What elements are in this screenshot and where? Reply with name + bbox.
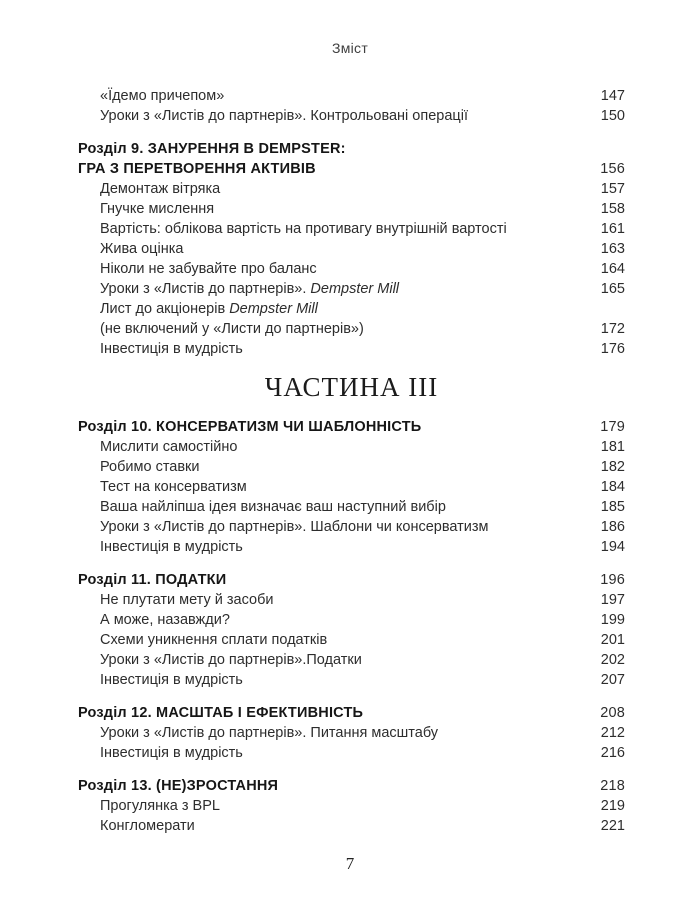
- toc-section: [78, 703, 625, 763]
- toc-entry-label: Інвестиція в мудрість: [100, 341, 243, 357]
- toc-entry-label: Мислити самостійно: [100, 439, 238, 455]
- toc-page-number: 212: [600, 725, 625, 741]
- toc-entry-label: Інвестиція в мудрість: [100, 745, 243, 761]
- toc-page-number: 172: [600, 321, 625, 337]
- toc-entry-label: Уроки з «Листів до партнерів». Питання масштабу: [100, 725, 439, 741]
- toc-page-number: 184: [600, 479, 625, 495]
- toc-entry-row: [78, 650, 625, 670]
- toc-entry-label: Вартість: облікова вартість на противагу внутрішній вартості: [100, 221, 507, 237]
- toc-entry-label: Робимо ставки: [100, 459, 200, 475]
- toc-entry-row: [78, 457, 625, 477]
- toc-page-number: 156: [600, 161, 625, 177]
- toc-entry-row: [78, 319, 625, 339]
- toc-chapter-row: [78, 159, 625, 179]
- toc-entry-row: [78, 199, 625, 219]
- toc-page-number: 194: [600, 539, 625, 555]
- toc-entry-row: [78, 219, 625, 239]
- toc-page-number: 161: [600, 221, 625, 237]
- toc-section: [78, 86, 625, 126]
- toc-entry-row: [78, 239, 625, 259]
- toc-section: [78, 417, 625, 557]
- toc-entry-label: Уроки з «Листів до партнерів». Шаблони чи консерватизм: [100, 519, 489, 535]
- toc-page-number: 201: [600, 632, 625, 648]
- toc-entry-label: Тест на консерватизм: [100, 479, 247, 495]
- toc-page-number: 181: [600, 439, 625, 455]
- toc-page-number: 158: [600, 201, 625, 217]
- part-heading: ЧАСТИНА III: [264, 372, 439, 402]
- toc-page-number: 186: [600, 519, 625, 535]
- toc-entry-label: Уроки з «Листів до партнерів». Контрольовані операції: [100, 108, 468, 124]
- toc-entry-row: [78, 86, 625, 106]
- toc-entry-row: [78, 537, 625, 557]
- toc-entry-row: [78, 339, 625, 359]
- page-title: Зміст: [331, 40, 369, 56]
- toc-entry-label: Розділ 13. (НЕ)ЗРОСТАННЯ: [78, 778, 279, 794]
- toc-page-number: 150: [600, 108, 625, 124]
- toc-entry-label: Розділ 12. МАСШТАБ І ЕФЕКТИВНІСТЬ: [78, 705, 364, 721]
- toc-page-number: 207: [600, 672, 625, 688]
- toc-page-number: 179: [600, 419, 625, 435]
- toc-entry-label: А може, назавжди?: [100, 612, 230, 628]
- toc-entry-row: [78, 630, 625, 650]
- toc-entry-row: [78, 259, 625, 279]
- toc-page-number: 185: [600, 499, 625, 515]
- toc-entry-row: [78, 610, 625, 630]
- toc-entry-label: «Їдемо причепом»: [100, 88, 225, 104]
- toc-page-number: 221: [600, 818, 625, 834]
- toc-entry-label: Конгломерати: [100, 818, 195, 834]
- toc-page-number: 176: [600, 341, 625, 357]
- toc-entry-label: (не включений у «Листи до партнерів»): [100, 321, 364, 337]
- toc-entry-label: Розділ 9. ЗАНУРЕННЯ В DEMPSTER:: [78, 141, 346, 157]
- toc-section: [78, 139, 625, 359]
- toc-entry-label: Уроки з «Листів до партнерів». Dempster Mill: [100, 281, 400, 297]
- toc-entry-row: [78, 106, 625, 126]
- toc-page-number: 165: [600, 281, 625, 297]
- toc-page-number: 219: [600, 798, 625, 814]
- toc-entry-label: Жива оцінка: [100, 241, 184, 257]
- toc: [0, 86, 700, 836]
- toc-entry-label: ГРА З ПЕРЕТВОРЕННЯ АКТИВІВ: [78, 161, 316, 177]
- toc-entry-row: [78, 723, 625, 743]
- toc-entry-italic: Dempster Mill: [229, 301, 318, 317]
- toc-page-number: 147: [600, 88, 625, 104]
- toc-section: [78, 776, 625, 836]
- toc-chapter-row: [78, 417, 625, 437]
- toc-entry-row: [78, 517, 625, 537]
- toc-entry-label: Уроки з «Листів до партнерів».Податки: [100, 652, 362, 668]
- toc-page-number: 218: [600, 778, 625, 794]
- toc-page-number: 196: [600, 572, 625, 588]
- toc-entry-row: [78, 670, 625, 690]
- toc-entry-label: Схеми уникнення сплати податків: [100, 632, 328, 648]
- toc-entry-row: [78, 743, 625, 763]
- toc-entry-label: Прогулянка з BPL: [100, 798, 220, 814]
- toc-chapter-row: [78, 776, 625, 796]
- toc-page-number: 208: [600, 705, 625, 721]
- toc-entry-label: Гнучке мислення: [100, 201, 215, 217]
- toc-page-number: 163: [600, 241, 625, 257]
- toc-entry-row: [78, 816, 625, 836]
- toc-entry-row: [78, 279, 625, 299]
- toc-chapter-row: [78, 703, 625, 723]
- toc-chapter-row: [78, 139, 625, 159]
- toc-entry-label: Ваша найліпша ідея визначає ваш наступний вибір: [100, 499, 446, 515]
- toc-page-number: 157: [600, 181, 625, 197]
- toc-entry-label: Демонтаж вітряка: [100, 181, 221, 197]
- toc-section: [78, 570, 625, 690]
- toc-entry-label: Розділ 10. КОНСЕРВАТИЗМ ЧИ ШАБЛОННІСТЬ: [78, 419, 422, 435]
- toc-page-number: 182: [600, 459, 625, 475]
- toc-page-number: 199: [600, 612, 625, 628]
- toc-entry-row: [78, 437, 625, 457]
- toc-page-number: 202: [600, 652, 625, 668]
- toc-entry-row: [78, 497, 625, 517]
- footer-page-number: 7: [345, 854, 355, 873]
- toc-entry-label: Розділ 11. ПОДАТКИ: [78, 572, 227, 588]
- toc-page-number: 216: [600, 745, 625, 761]
- toc-entry-label: Не плутати мету й засоби: [100, 592, 274, 608]
- toc-entry-label: Ніколи не забувайте про баланс: [100, 261, 317, 277]
- toc-entry-row: [78, 179, 625, 199]
- toc-page-number: 197: [600, 592, 625, 608]
- toc-entry-row: [78, 299, 625, 319]
- toc-entry-label: Інвестиція в мудрість: [100, 539, 243, 555]
- toc-chapter-row: [78, 570, 625, 590]
- toc-entry-row: [78, 477, 625, 497]
- toc-entry-row: [78, 590, 625, 610]
- toc-entry-label: Лист до акціонерів Dempster Mill: [100, 301, 318, 317]
- toc-entry-row: [78, 796, 625, 816]
- toc-entry-label: Інвестиція в мудрість: [100, 672, 243, 688]
- toc-entry-italic: Dempster Mill: [310, 281, 400, 297]
- toc-page-number: 164: [600, 261, 625, 277]
